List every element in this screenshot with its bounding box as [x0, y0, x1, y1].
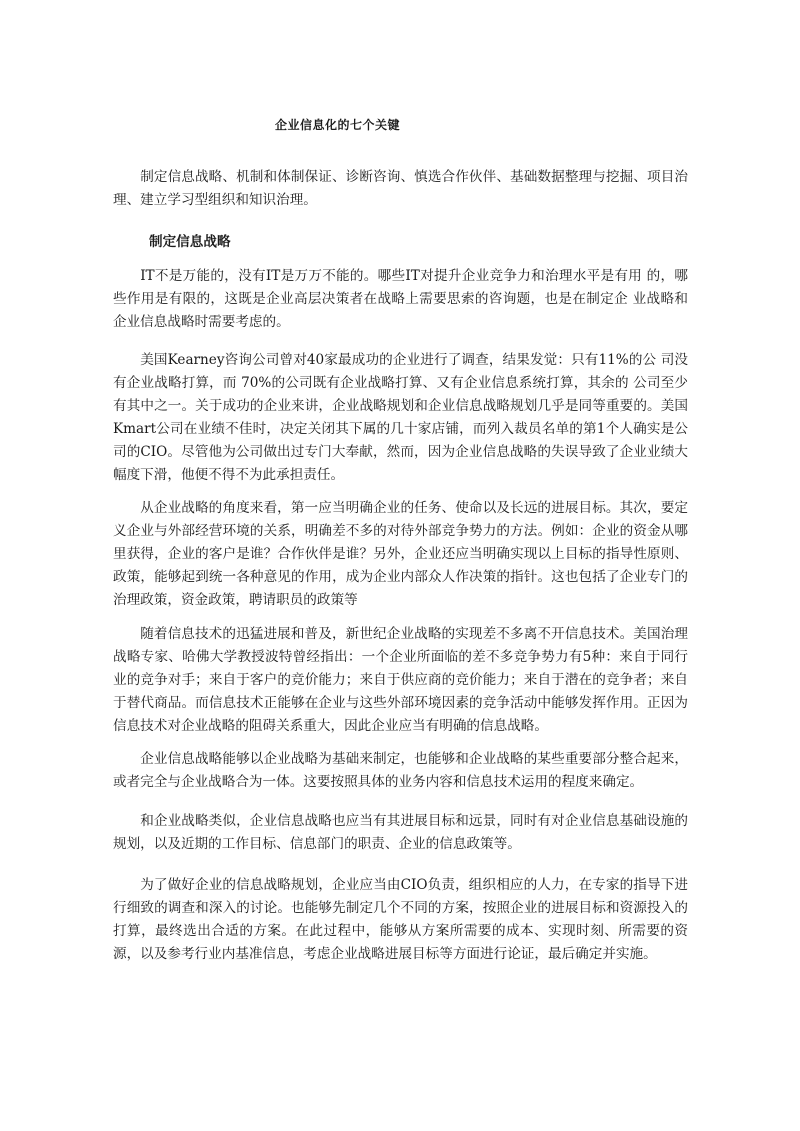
- document-title: 企业信息化的七个关键: [275, 118, 401, 132]
- body-paragraph: IT不是万能的，没有IT是万万不能的。哪些IT对提升企业竞争力和治理水平是有用 的，哪些作用是有限的，这既是企业高层决策者在战略上需要思索的咨询题，也是在制定企 业战略和企业信息战略时需要考虑的。: [113, 268, 688, 330]
- intro-paragraph: 制定信息战略、机制和体制保证、诊断咨询、慎选合作伙伴、基础数据整理与挖掘、项目治理、建立学习型组织和知识治理。: [113, 169, 688, 208]
- body-paragraph: 从企业战略的角度来看，第一应当明确企业的任务、使命以及长远的进展目标。其次，要定义企业与外部经营环境的关系，明确差不多的对待外部竞争势力的方法。例如：企业的资金从哪里获得，企业的客户是谁？合作伙伴是谁？另外，企业还应当明确实现以上目标的指导性原则、政策，能够起到统一各种意见的作用，成为企业内部众人作决策的指针。这也包括了企业专门的治理政策，资金政策，聘请职员的政策等: [113, 500, 688, 608]
- body-paragraph: 企业信息战略能够以企业战略为基础来制定，也能够和企业战略的某些重要部分整合起来，或者完全与企业战略合为一体。这要按照具体的业务内容和信息技术运用的程度来确定。: [113, 751, 688, 790]
- body-paragraph: 为了做好企业的信息战略规划，企业应当由CIO负责，组织相应的人力，在专家的指导下进行细致的调查和深入的讨论。也能够先制定几个不同的方案，按照企业的进展目标和资源投入的打算，最终选出合适的方案。在此过程中，能够从方案所需要的成本、实现时刻、所需要的资源，以及参考行业内基准信息，考虑企业战略进展目标等方面进行论证，最后确定并实施。: [113, 877, 688, 962]
- body-paragraph: 和企业战略类似，企业信息战略也应当有其进展目标和远景，同时有对企业信息基础设施的规划，以及近期的工作目标、信息部门的职责、企业的信息政策等。: [113, 813, 688, 852]
- body-paragraph: 美国Kearney咨询公司曾对40家最成功的企业进行了调查，结果发觉：只有11%的公 司没有企业战略打算，而 70%的公司既有企业战略打算、又有企业信息系统打算，其余的 公司至少有其中之一。关于成功的企业来讲，企业战略规划和企业信息战略规划几乎是同等重要的。美国Kmart公司在业绩不佳时，决定关闭其下属的几十家店铺，而列入裁员名单的第1个人确实是公司的CIO。尽管他为公司做出过专门大奉献，然而，因为企业信息战略的失误导致了企业业绩大幅度下滑，他便不得不为此承担责任。: [113, 352, 688, 483]
- document-page: [113, 0, 688, 1131]
- section-heading: 制定信息战略: [149, 234, 231, 250]
- body-paragraph: 随着信息技术的迅猛进展和普及，新世纪企业战略的实现差不多离不开信息技术。美国治理战略专家、哈佛大学教授波特曾经指出：一个企业所面临的差不多竞争势力有5种：来自于同行业的竞争对手；来自于客户的竞价能力；来自于供应商的竞价能力；来自于潜在的竞争者；来自于替代商品。而信息技术正能够在企业与这些外部环境因素的竞争活动中能够发挥作用。正因为信息技术对企业战略的阻碍关系重大，因此企业应当有明确的信息战略。: [113, 626, 688, 734]
